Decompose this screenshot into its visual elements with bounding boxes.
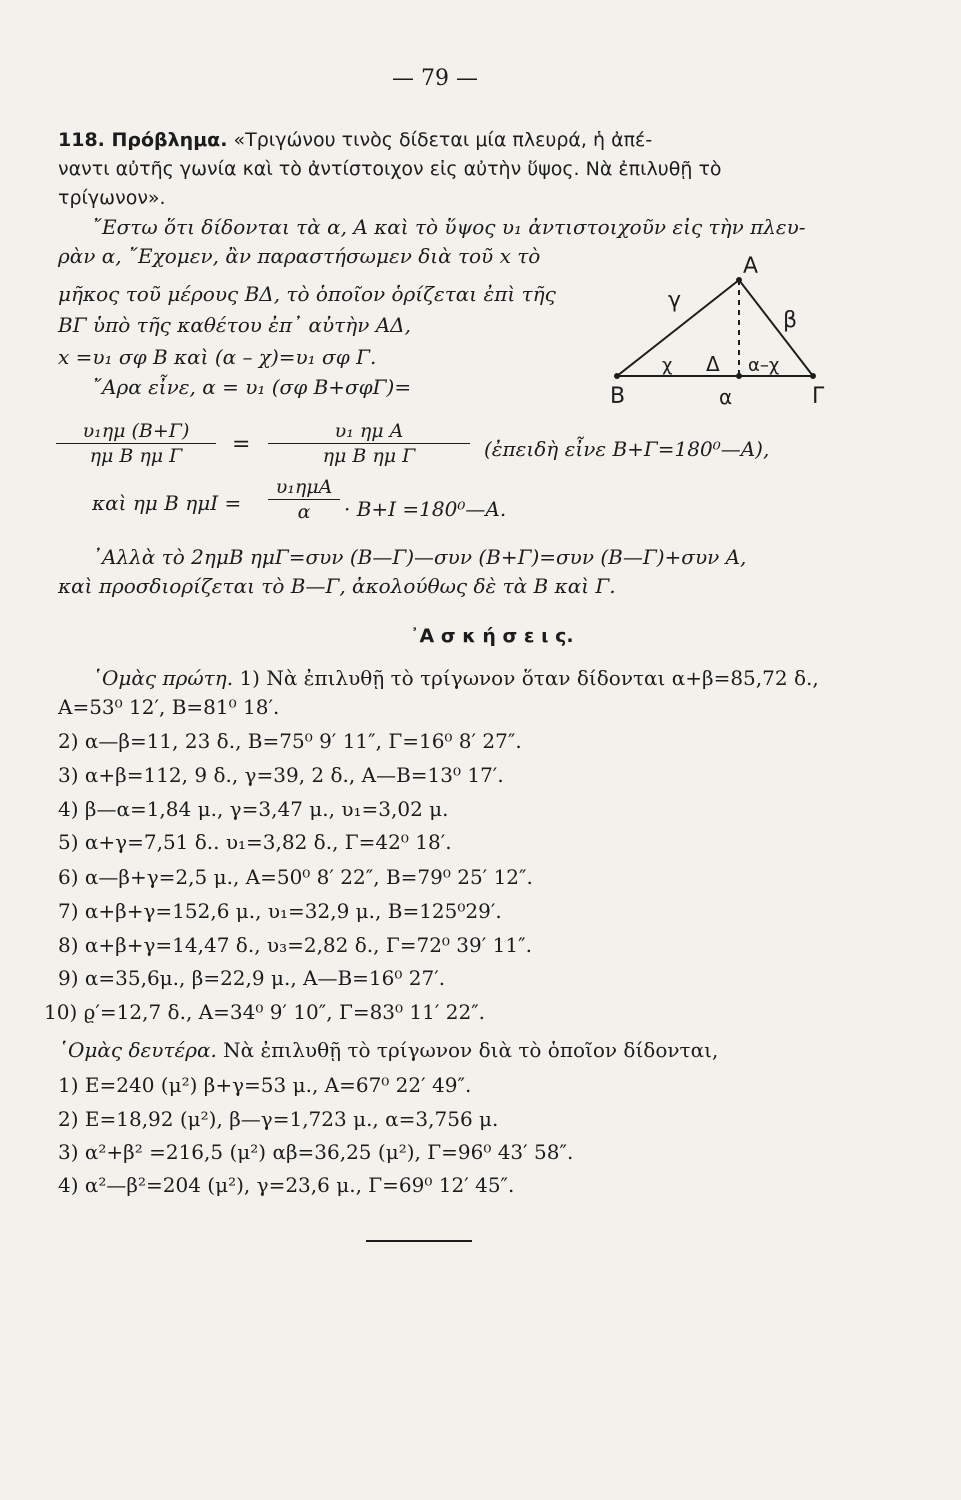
end-divider: [366, 1240, 472, 1242]
problem-statement-line-3: τρίγωνον».: [58, 187, 166, 209]
label-side-beta: β: [783, 308, 798, 333]
exercise-item: 4) α²—β²=204 (μ²), γ=23,6 μ., Γ=69⁰ 12′ 45″.: [58, 1173, 515, 1197]
exercise-item: 5) α+γ=7,51 δ.. υ₁=3,82 δ., Γ=42⁰ 18′.: [58, 830, 452, 854]
fraction-1-denominator: ημ Β ημ Γ: [89, 445, 183, 467]
fraction-3: [268, 476, 340, 523]
exercise-item: 9) α=35,6μ., β=22,9 μ., Α—Β=16⁰ 27′.: [58, 966, 446, 990]
vertex-g-point: [810, 373, 816, 379]
label-vertex-g: Γ: [812, 384, 825, 409]
problem-statement-line-1: [58, 127, 652, 153]
kai-line-start: καὶ ημ Β ημΙ =: [92, 491, 242, 515]
solution-line-5: x =υ₁ σφ Β καὶ (α – χ)=υ₁ σφ Γ.: [58, 345, 377, 369]
fraction-2-denominator: ημ Β ημ Γ: [322, 445, 416, 467]
exercise-item: 8) α+β+γ=14,47 δ., υ₃=2,82 δ., Γ=72⁰ 39′ 11″.: [58, 933, 532, 957]
fraction-1-numerator: υ₁ημ (Β+Γ): [56, 420, 216, 444]
page-number: — 79 —: [392, 66, 478, 91]
triangle-diagram: [600, 245, 830, 410]
fraction-2: [268, 420, 470, 467]
fraction-3-numerator: υ₁ημΑ: [268, 476, 340, 500]
group2-title: ῾Ομὰς δευτέρα.: [58, 1038, 217, 1062]
fraction-1: [56, 420, 216, 467]
group1-intro: 1) Νὰ ἐπιλυθῇ τὸ τρίγωνον ὅταν δίδονται α+β=85,72 δ.,: [239, 666, 819, 690]
label-foot-d: Δ: [706, 352, 720, 376]
fraction-3-denominator: α: [297, 501, 311, 523]
label-side-alpha: α: [719, 385, 733, 409]
exercise-item: 3) α²+β² =216,5 (μ²) αβ=36,25 (μ²), Γ=96⁰ 43′ 58″.: [58, 1140, 574, 1164]
solution-line-2: ρὰν α, ῎Εχομεν, ἂν παραστήσωμεν διὰ τοῦ x τὸ: [58, 244, 541, 268]
solution-line-6: ῎Αρα εἶνε, α = υ₁ (σφ Β+σφΓ)=: [92, 375, 412, 399]
exercise-item: 2) α—β=11, 23 δ., Β=75⁰ 9′ 11″, Γ=16⁰ 8′ 27″.: [58, 729, 522, 753]
solution-line-1: ῎Εστω ὅτι δίδονται τὰ α, Α καὶ τὸ ὕψος υ₁ ἀντιστοιχοῦν εἰς τὴν πλευ-: [92, 215, 806, 239]
group1-intro-cont: Α=53⁰ 12′, Β=81⁰ 18′.: [58, 695, 280, 719]
since-note: (ἐπειδὴ εἶνε Β+Γ=180⁰—Α),: [484, 437, 770, 461]
exercise-item: 10) ϱ′=12,7 δ., Α=34⁰ 9′ 10″, Γ=83⁰ 11′ 22″.: [44, 1000, 486, 1024]
exercise-item: 1) Ε=240 (μ²) β+γ=53 μ., Α=67⁰ 22′ 49″.: [58, 1073, 472, 1097]
group1-line: [92, 665, 819, 691]
kai-line-tail: · Β+Ι =180⁰—Α.: [344, 497, 507, 521]
solution-line-3: μῆκος τοῦ μέρους ΒΔ, τὸ ὁποῖον ὁρίζεται ἐπὶ τῆς: [58, 282, 556, 306]
exercise-item: 2) Ε=18,92 (μ²), β—γ=1,723 μ., α=3,756 μ.: [58, 1107, 499, 1131]
fraction-2-numerator: υ₁ ημ Α: [268, 420, 470, 444]
alla-line-2: καὶ προσδιορίζεται τὸ Β—Γ, ἀκολούθως δὲ τὰ Β καὶ Γ.: [58, 574, 616, 598]
label-vertex-a: Α: [743, 254, 759, 279]
exercises-heading: ᾿Α σ κ ή σ ε ι ς.: [410, 625, 574, 647]
exercise-item: 7) α+β+γ=152,6 μ., υ₁=32,9 μ., Β=125⁰29′.: [58, 899, 502, 923]
equals-sign: =: [232, 432, 251, 457]
group1-title: ῾Ομὰς πρώτη.: [92, 666, 234, 690]
label-segment-x: χ: [662, 355, 673, 376]
vertex-a-point: [736, 277, 742, 283]
foot-d-point: [736, 373, 742, 379]
label-side-gamma: γ: [668, 288, 682, 313]
exercise-item: 4) β—α=1,84 μ., γ=3,47 μ., υ₁=3,02 μ.: [58, 797, 449, 821]
group2-intro: Νὰ ἐπιλυθῇ τὸ τρίγωνον διὰ τὸ ὁποῖον δίδονται,: [223, 1038, 719, 1062]
label-vertex-b: Β: [610, 384, 626, 409]
label-segment-a-minus-x: α–χ: [748, 355, 780, 376]
alla-line-1: ᾿Αλλὰ τὸ 2ημΒ ημΓ=συν (Β—Γ)—συν (Β+Γ)=συν (Β—Γ)+συν Α,: [92, 545, 747, 569]
group2-line: [58, 1037, 718, 1063]
vertex-b-point: [614, 373, 620, 379]
problem-statement-text-1: «Τριγώνου τινὸς δίδεται μία πλευρά, ἡ ἀπέ-: [233, 129, 653, 151]
exercise-item: 3) α+β=112, 9 δ., γ=39, 2 δ., Α—Β=13⁰ 17′.: [58, 763, 504, 787]
solution-line-4: ΒΓ ὑπὸ τῆς καθέτου ἐπ᾿ αὐτὴν ΑΔ,: [58, 313, 411, 337]
problem-statement-line-2: ναντι αὐτῆς γωνία καὶ τὸ ἀντίστοιχον εἰς αὐτὴν ὕψος. Νὰ ἐπιλυθῇ τὸ: [58, 158, 722, 180]
exercise-item: 6) α—β+γ=2,5 μ., Α=50⁰ 8′ 22″, Β=79⁰ 25′ 12″.: [58, 865, 533, 889]
problem-heading: 118. Πρόβλημα.: [58, 129, 228, 151]
